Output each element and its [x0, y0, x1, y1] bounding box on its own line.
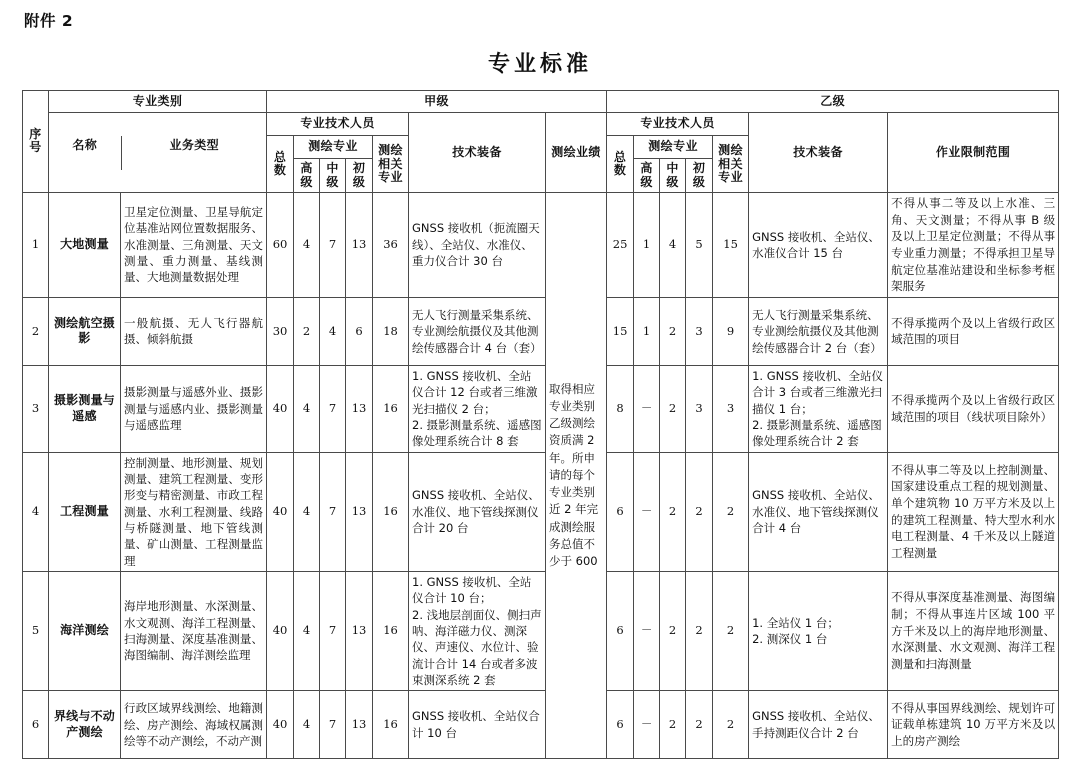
row-a-senior: 4	[294, 691, 320, 759]
table-row	[23, 365, 1059, 452]
row-a-total: 60	[267, 192, 294, 297]
header-total-b: 总数	[607, 136, 634, 193]
row-b-related: 2	[713, 571, 749, 690]
row-a-related: 16	[373, 452, 409, 571]
row-b-total: 6	[607, 571, 634, 690]
row-b-equipment: GNSS 接收机、全站仪、手持测距仪合计 2 台	[749, 691, 888, 759]
row-b-middle: 2	[660, 571, 686, 690]
table-row	[23, 452, 1059, 571]
page-title: 专业标准	[487, 50, 592, 77]
row-a-middle: 4	[320, 297, 346, 365]
row-b-limits: 不得承揽两个及以上省级行政区域范围的项目	[888, 297, 1059, 365]
header-category-business: 业务类型	[169, 137, 220, 152]
row-a-equipment: 1. GNSS 接收机、全站仪合计 10 台； 2. 浅地层剖面仪、侧扫声呐、海洋磁力仪、测深仪、声速仪、水位计、验流计合计 14 台或者多波束测深系统 2 套	[409, 571, 546, 690]
row-b-equipment: 1. 全站仪 1 台； 2. 测深仪 1 台	[749, 571, 888, 690]
row-a-junior: 13	[346, 571, 373, 690]
header-survey-major-a: 测绘专业	[294, 136, 373, 159]
row-category-name: 工程测量	[49, 452, 121, 571]
row-a-senior: 4	[294, 365, 320, 452]
table-row	[23, 571, 1059, 690]
row-a-equipment: GNSS 接收机、全站仪、水准仪、地下管线探测仪合计 20 台	[409, 452, 546, 571]
header-equipment-a: 技术装备	[409, 113, 546, 193]
row-a-total: 30	[267, 297, 294, 365]
row-seq: 3	[23, 365, 49, 452]
table-header	[23, 90, 1059, 192]
row-business-type: 行政区域界线测绘、地籍测绘、房产测绘、海域权属测绘等不动产测绘，不动产测	[121, 691, 267, 759]
row-seq: 1	[23, 192, 49, 297]
header-senior-b: 高级	[634, 159, 660, 193]
row-a-senior: 2	[294, 297, 320, 365]
row-a-senior: 4	[294, 452, 320, 571]
row-business-type: 控制测量、地形测量、规划测量、建筑工程测量、变形形变与精密测量、市政工程测量、水利工程测量、线路与桥隧测量、地下管线测量、矿山测量、工程测量监理	[121, 452, 267, 571]
row-a-related: 16	[373, 691, 409, 759]
header-staff-group-b: 专业技术人员	[607, 113, 749, 136]
row-b-equipment: GNSS 接收机、全站仪、水准仪、地下管线探测仪合计 4 台	[749, 452, 888, 571]
header-middle-a: 中级	[320, 159, 346, 193]
row-seq: 6	[23, 691, 49, 759]
header-survey-major-b: 测绘专业	[634, 136, 713, 159]
row-b-related: 2	[713, 691, 749, 759]
header-related-major-a: 测绘相关专业	[373, 136, 409, 193]
row-a-middle: 7	[320, 192, 346, 297]
row-b-senior: －	[634, 691, 660, 759]
row-a-total: 40	[267, 691, 294, 759]
row-a-equipment: GNSS 接收机（扼流圈天线）、全站仪、水准仪、重力仪合计 30 台	[409, 192, 546, 297]
row-a-junior: 13	[346, 452, 373, 571]
row-a-total: 40	[267, 452, 294, 571]
header-row-2	[23, 113, 1059, 136]
header-limits-b: 作业限制范围	[888, 113, 1059, 193]
row-a-total: 40	[267, 365, 294, 452]
row-a-equipment: 无人飞行测量采集系统、专业测绘航摄仪及其他测绘传感器合计 4 台（套）	[409, 297, 546, 365]
row-seq: 4	[23, 452, 49, 571]
row-b-middle: 4	[660, 192, 686, 297]
row-b-junior: 5	[686, 192, 713, 297]
row-b-limits: 不得从事二等及以上水准、三角、天文测量；不得从事 B 级及以上卫星定位测量；不得从事专业重力测量；不得承担卫星导航定位基准站建设和坐标参考框架服务	[888, 192, 1059, 297]
professional-standard-table	[22, 90, 1059, 759]
row-performance-merged: 取得相应专业类别乙级测绘资质满 2 年。所申请的每个专业类别近 2 年完成测绘服务总值不少于 600	[546, 192, 607, 758]
row-b-junior: 3	[686, 365, 713, 452]
row-a-junior: 13	[346, 192, 373, 297]
header-seq: 序号	[23, 90, 49, 192]
row-b-senior: －	[634, 452, 660, 571]
table-row	[23, 192, 1059, 297]
header-performance: 测绘业绩	[546, 113, 607, 193]
header-category-name: 名称	[49, 136, 121, 170]
header-senior-a: 高级	[294, 159, 320, 193]
row-b-middle: 2	[660, 297, 686, 365]
header-staff-group-a: 专业技术人员	[267, 113, 409, 136]
row-b-related: 3	[713, 365, 749, 452]
row-a-junior: 13	[346, 691, 373, 759]
row-a-junior: 13	[346, 365, 373, 452]
row-b-total: 6	[607, 691, 634, 759]
row-b-senior: 1	[634, 192, 660, 297]
row-a-related: 16	[373, 571, 409, 690]
row-b-limits: 不得承揽两个及以上省级行政区域范围的项目（线状项目除外）	[888, 365, 1059, 452]
row-a-related: 16	[373, 365, 409, 452]
row-b-middle: 2	[660, 452, 686, 571]
header-row-1	[23, 90, 1059, 113]
header-grade-a: 甲级	[267, 90, 607, 113]
row-business-type: 卫星定位测量、卫星导航定位基准站网位置数据服务、水准测量、三角测量、天文测量、重力测量、基线测量、大地测量数据处理	[121, 192, 267, 297]
row-b-related: 9	[713, 297, 749, 365]
row-b-junior: 2	[686, 691, 713, 759]
row-b-total: 6	[607, 452, 634, 571]
header-grade-b: 乙级	[607, 90, 1059, 113]
row-b-senior: －	[634, 365, 660, 452]
row-business-type: 海岸地形测量、水深测量、水文观测、海洋工程测量、扫海测量、深度基准测量、海图编制、海洋测绘监理	[121, 571, 267, 690]
row-b-equipment: 无人飞行测量采集系统、专业测绘航摄仪及其他测绘传感器合计 2 台（套）	[749, 297, 888, 365]
row-business-type: 一般航摄、无人飞行器航摄、倾斜航摄	[121, 297, 267, 365]
row-b-senior: －	[634, 571, 660, 690]
row-category-name: 大地测量	[49, 192, 121, 297]
row-a-total: 40	[267, 571, 294, 690]
row-b-limits: 不得从事深度基准测量、海图编制；不得从事连片区域 100 平方千米及以上的海岸地形测量、水深测量、水文观测、海洋工程测量和扫海测量	[888, 571, 1059, 690]
row-a-junior: 6	[346, 297, 373, 365]
header-related-major-b: 测绘相关专业	[713, 136, 749, 193]
row-a-equipment: 1. GNSS 接收机、全站仪合计 12 台或者三维激光扫描仪 2 台； 2. 摄影测量系统、遥感图像处理系统合计 8 套	[409, 365, 546, 452]
row-b-total: 8	[607, 365, 634, 452]
header-total-a: 总数	[267, 136, 294, 193]
table-row	[23, 691, 1059, 759]
row-category-name: 摄影测量与遥感	[49, 365, 121, 452]
header-equipment-b: 技术装备	[749, 113, 888, 193]
row-a-equipment: GNSS 接收机、全站仪合计 10 台	[409, 691, 546, 759]
row-category-name: 界线与不动产测绘	[49, 691, 121, 759]
row-b-equipment: GNSS 接收机、全站仪、水准仪合计 15 台	[749, 192, 888, 297]
row-seq: 5	[23, 571, 49, 690]
row-a-related: 36	[373, 192, 409, 297]
row-category-name: 测绘航空摄影	[49, 297, 121, 365]
header-category-group: 专业类别	[49, 90, 267, 113]
row-b-senior: 1	[634, 297, 660, 365]
row-category-name: 海洋测绘	[49, 571, 121, 690]
row-a-middle: 7	[320, 365, 346, 452]
row-b-middle: 2	[660, 691, 686, 759]
row-b-middle: 2	[660, 365, 686, 452]
row-b-total: 15	[607, 297, 634, 365]
row-business-type: 摄影测量与遥感外业、摄影测量与遥感内业、摄影测量与遥感监理	[121, 365, 267, 452]
header-category-spacer	[49, 113, 267, 193]
row-b-limits: 不得从事二等及以上控制测量、国家建设重点工程的规划测量、单个建筑物 10 万平方米及以上的建筑工程测量、特大型水利水电工程测量、4 千米及以上隧道工程测量	[888, 452, 1059, 571]
row-b-limits: 不得从事国界线测绘、规划许可证载单栋建筑 10 万平方米及以上的房产测绘	[888, 691, 1059, 759]
row-b-junior: 2	[686, 452, 713, 571]
row-b-related: 15	[713, 192, 749, 297]
row-a-related: 18	[373, 297, 409, 365]
row-b-junior: 3	[686, 297, 713, 365]
header-junior-b: 初级	[686, 159, 713, 193]
row-a-senior: 4	[294, 571, 320, 690]
attachment-label: 附件 2	[24, 12, 74, 30]
row-b-total: 25	[607, 192, 634, 297]
row-a-middle: 7	[320, 571, 346, 690]
row-a-senior: 4	[294, 192, 320, 297]
table-row	[23, 297, 1059, 365]
row-b-junior: 2	[686, 571, 713, 690]
row-a-middle: 7	[320, 691, 346, 759]
row-a-middle: 7	[320, 452, 346, 571]
header-junior-a: 初级	[346, 159, 373, 193]
row-b-related: 2	[713, 452, 749, 571]
row-b-equipment: 1. GNSS 接收机、全站仪合计 3 台或者三维激光扫描仪 1 台； 2. 摄影测量系统、遥感图像处理系统合计 2 套	[749, 365, 888, 452]
row-seq: 2	[23, 297, 49, 365]
table-body	[23, 192, 1059, 758]
header-middle-b: 中级	[660, 159, 686, 193]
